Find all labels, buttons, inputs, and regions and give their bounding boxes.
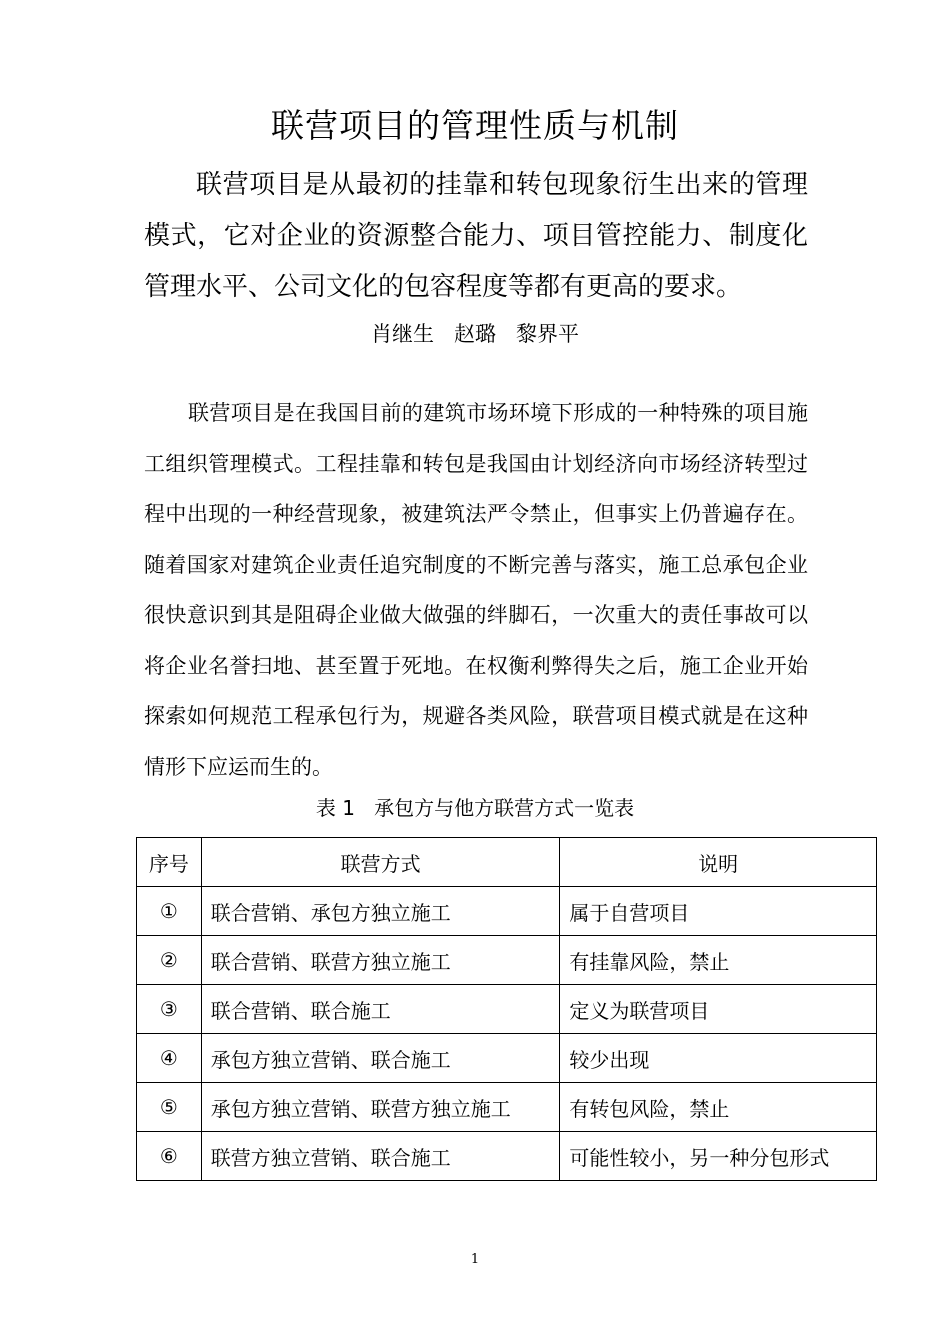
header-cell-number: 序号 [137, 838, 202, 887]
table-row [137, 936, 877, 985]
row-number: ① [137, 887, 202, 936]
table-row [137, 985, 877, 1034]
header-cell-mode: 联营方式 [201, 838, 560, 887]
row-note: 属于自营项目 [560, 887, 877, 936]
table-row [137, 887, 877, 936]
page-number: 1 [470, 1252, 480, 1267]
summary-paragraph: 联营项目是从最初的挂靠和转包现象衍生出来的管理模式，它对企业的资源整合能力、项目管控能力、制度化管理水平、公司文化的包容程度等都有更高的要求。 [144, 170, 808, 302]
row-number: ⑥ [137, 1132, 202, 1181]
row-note: 可能性较小，另一种分包形式 [560, 1132, 877, 1181]
joint-mode-table [136, 837, 877, 1181]
row-note: 有转包风险，禁止 [560, 1083, 877, 1132]
row-mode: 联营方独立营销、联合施工 [201, 1132, 560, 1181]
table-row [137, 1083, 877, 1132]
header-cell-note: 说明 [560, 838, 877, 887]
table-caption: 表 1 承包方与他方联营方式一览表 [315, 796, 635, 820]
row-number: ② [137, 936, 202, 985]
authors-line: 肖继生 赵璐 黎界平 [370, 322, 580, 346]
row-note: 有挂靠风险，禁止 [560, 936, 877, 985]
body-paragraph: 联营项目是在我国目前的建筑市场环境下形成的一种特殊的项目施工组织管理模式。工程挂靠和转包是我国由计划经济向市场经济转型过程中出现的一种经营现象，被建筑法严令禁止，但事实上仍普遍存在。随着国家对建筑企业责任追究制度的不断完善与落实，施工总承包企业很快意识到其是阻碍企业做大做强的绊脚石，一次重大的责任事故可以将企业名誉扫地、甚至置于死地。在权衡利弊得失之后，施工企业开始探索如何规范工程承包行为，规避各类风险，联营项目模式就是在这种情形下应运而生的。 [144, 401, 808, 779]
table-row [137, 1132, 877, 1181]
row-note: 较少出现 [560, 1034, 877, 1083]
row-number: ⑤ [137, 1083, 202, 1132]
row-mode: 联合营销、联合施工 [201, 985, 560, 1034]
row-mode: 承包方独立营销、联合施工 [201, 1034, 560, 1083]
row-number: ③ [137, 985, 202, 1034]
row-note: 定义为联营项目 [560, 985, 877, 1034]
page-title: 联营项目的管理性质与机制 [271, 106, 679, 145]
table-header-row [137, 838, 877, 887]
row-number: ④ [137, 1034, 202, 1083]
row-mode: 联合营销、承包方独立施工 [201, 887, 560, 936]
table-row [137, 1034, 877, 1083]
row-mode: 承包方独立营销、联营方独立施工 [201, 1083, 560, 1132]
row-mode: 联合营销、联营方独立施工 [201, 936, 560, 985]
